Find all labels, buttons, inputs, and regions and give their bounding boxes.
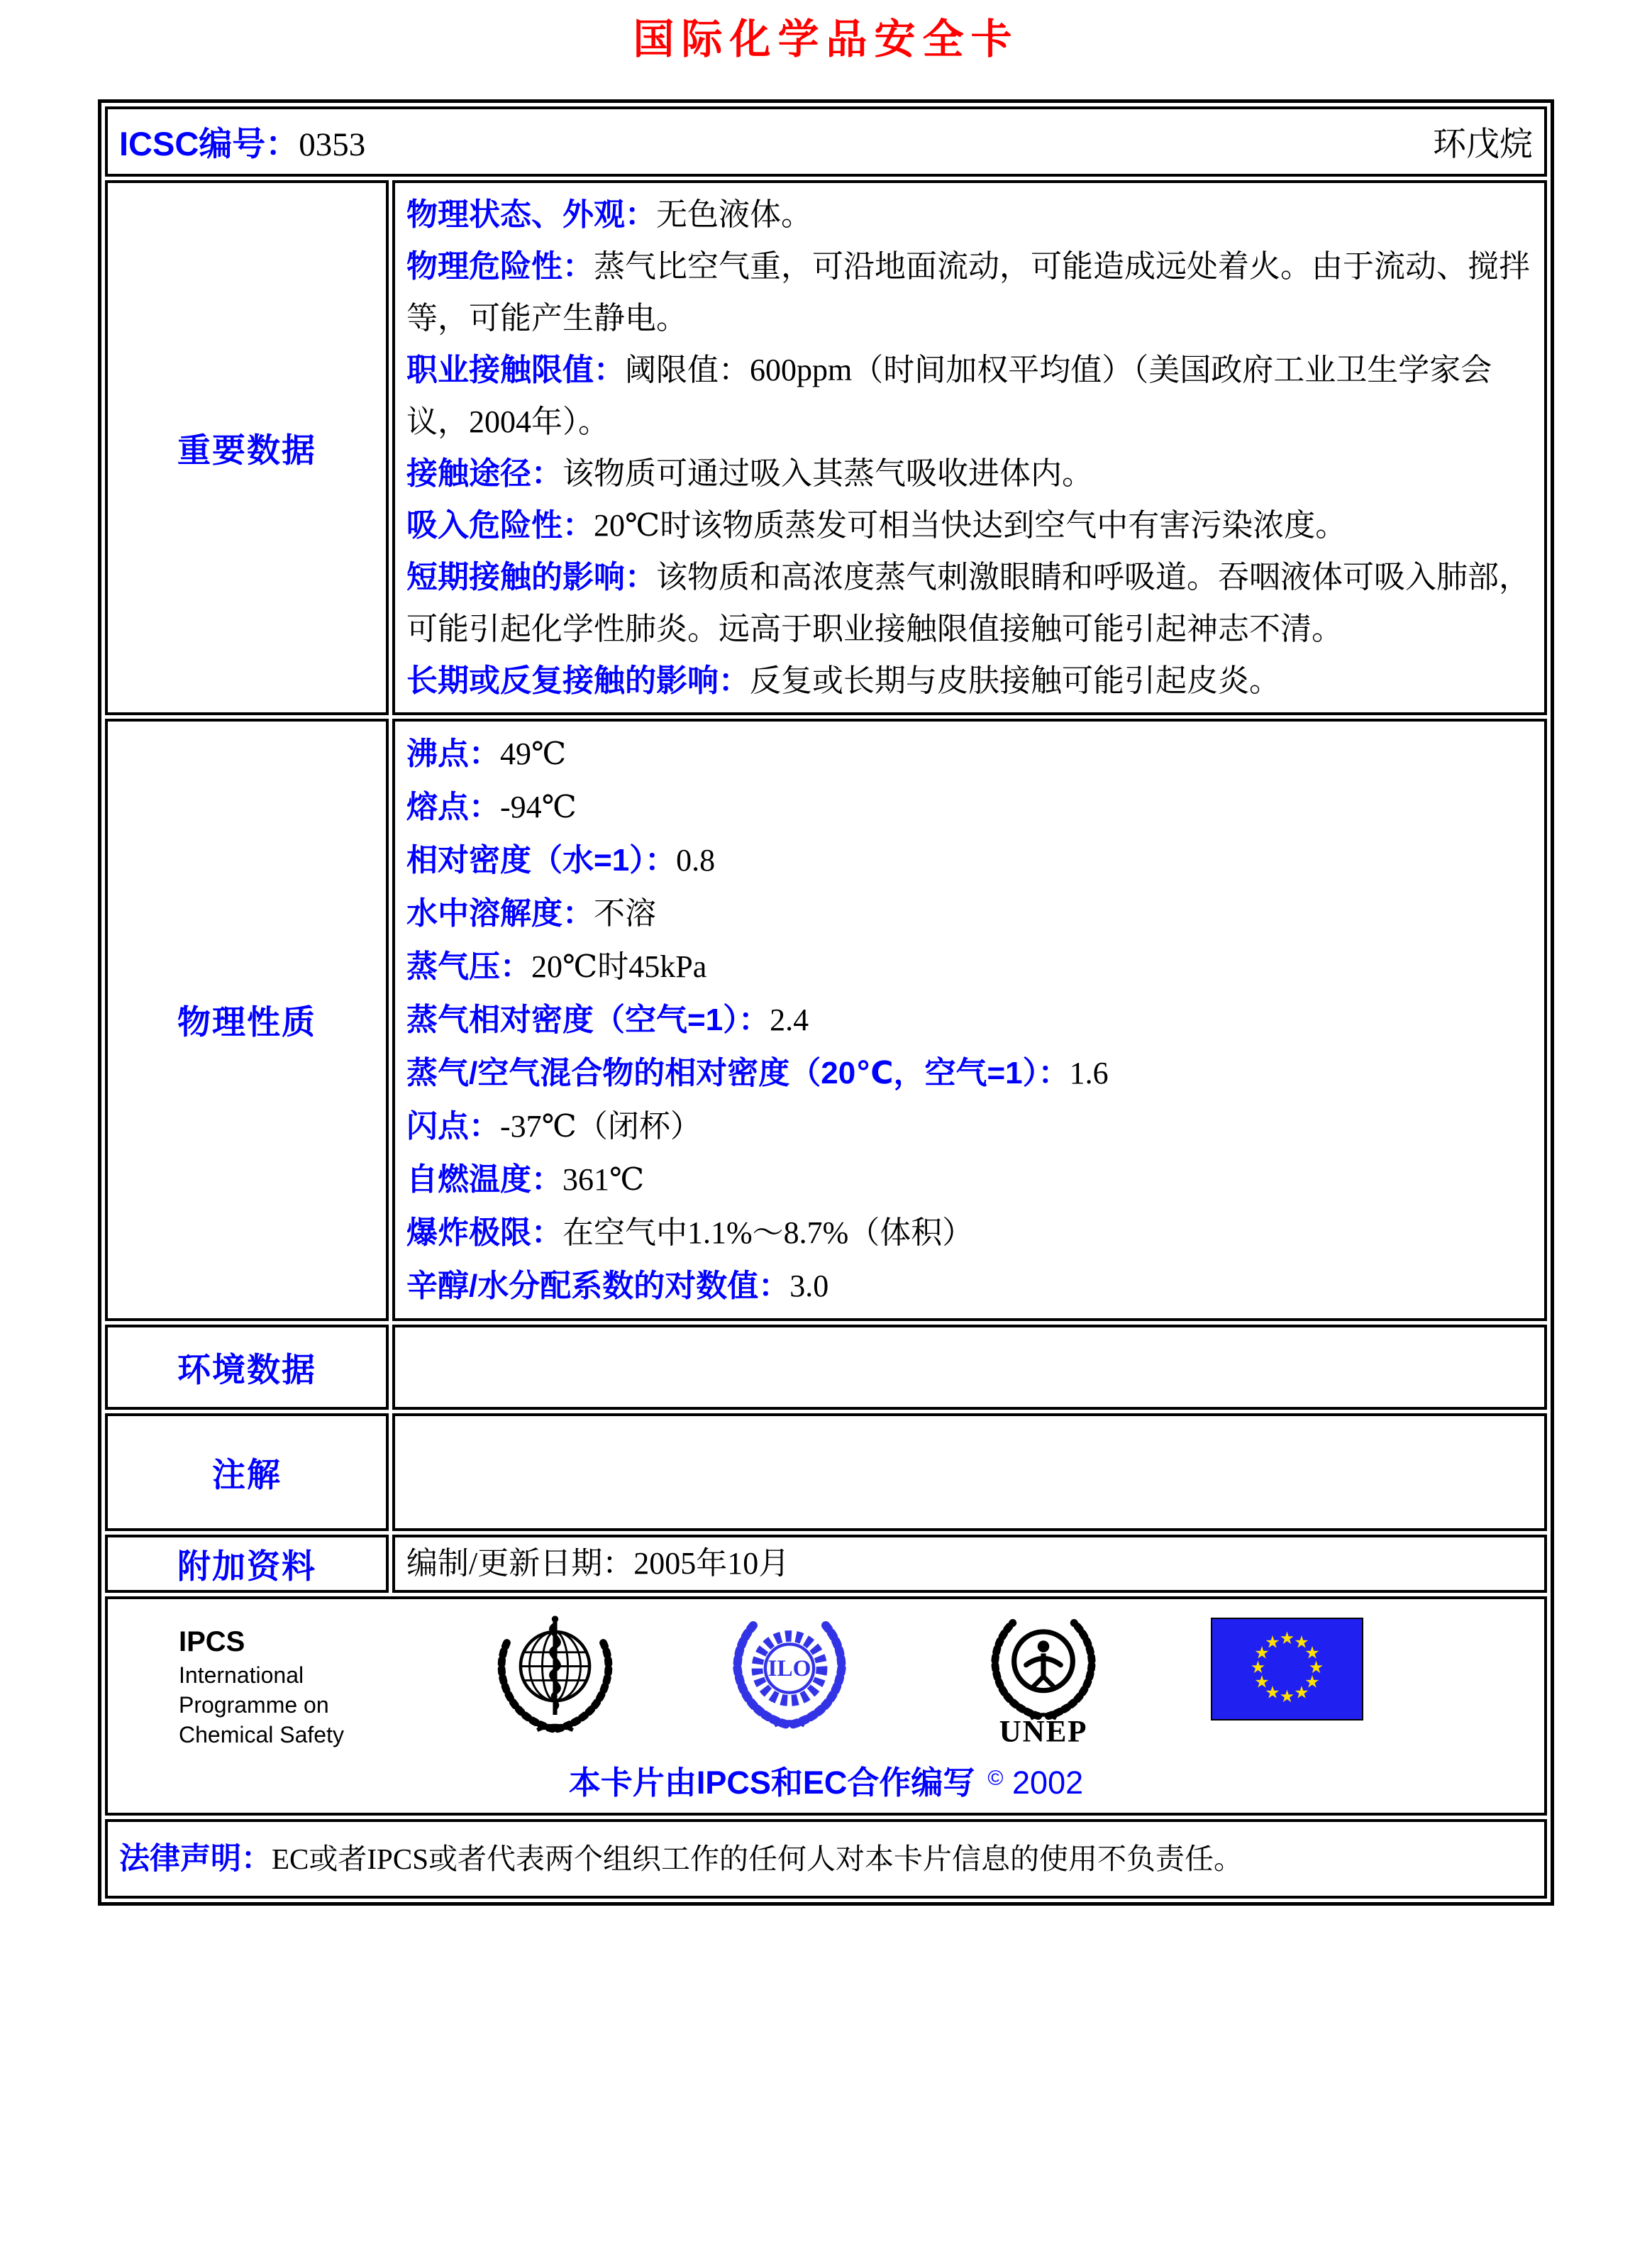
phys-relative-density [406,834,1533,887]
ipcs-text-block [179,1623,413,1750]
who-emblem-icon [489,1606,621,1738]
field-value: 阈限值：600ppm（时间加权平均值）（美国政府工业卫生学家会议，2004年）。 [406,353,1492,439]
notes-content [392,1413,1547,1531]
phys-vapor-pressure [406,940,1533,993]
field-label: 自燃温度： [406,1162,562,1197]
important-item-short-term-effects [406,551,1533,655]
important-item-exposure-route [406,448,1533,499]
svg-text:★: ★ [1294,1632,1309,1652]
ilo-letters: ILO [767,1655,811,1681]
important-item-physical-danger [406,241,1533,344]
field-label: 爆炸极限： [406,1215,562,1250]
environmental-data-content [392,1325,1547,1410]
phys-logp [406,1259,1533,1313]
field-value: 0.8 [676,843,716,878]
icsc-number-value: 0353 [299,126,366,163]
physical-properties-row [105,719,1547,1321]
legal-text: EC或者IPCS或者代表两个组织工作的任何人对本卡片信息的使用不负责任。 [272,1843,1243,1875]
phys-autoignition-temp [406,1153,1533,1206]
svg-text:★: ★ [1250,1657,1266,1677]
important-item-physical-state [406,189,1533,241]
section-label-additional-info: 附加资料 [105,1535,389,1593]
phys-water-solubility [406,887,1533,940]
svg-text:★: ★ [1254,1672,1270,1692]
field-label: 蒸气相对密度（空气=1）： [406,1003,770,1037]
field-label: 物理状态、外观： [406,197,656,232]
ipcs-acronym: IPCS [179,1626,245,1657]
logos-cell [105,1596,1547,1816]
eu-flag-icon [1211,1618,1363,1724]
field-value: 反复或长期与皮肤接触可能引起皮炎。 [750,663,1280,698]
icsc-header-cell [105,106,1547,177]
field-label: 吸入危险性： [406,508,594,543]
logos-row [105,1596,1547,1816]
ipcs-name-line3: Chemical Safety [179,1722,344,1747]
phys-melting-point [406,780,1533,834]
field-value: 361℃ [562,1162,645,1197]
chemical-name: 环戊烷 [1433,126,1533,163]
svg-text:★: ★ [1265,1682,1280,1703]
field-value: 20℃时45kPa [531,949,707,984]
field-value: 49℃ [500,736,567,771]
svg-text:★: ★ [1254,1642,1270,1663]
legal-cell [105,1819,1547,1899]
icsc-number-group [119,118,365,165]
ilo-emblem-icon [726,1606,853,1734]
legal-row [105,1819,1547,1899]
field-value: -94℃ [500,790,577,824]
field-label: 沸点： [406,736,500,771]
page-title: 国际化学品安全卡 [633,16,1019,62]
svg-text:★: ★ [1304,1672,1320,1692]
field-value: 不溶 [594,896,656,931]
field-value: 2.4 [770,1003,809,1037]
phys-explosive-limits [406,1206,1533,1259]
svg-text:★: ★ [1279,1628,1295,1648]
field-value: 20℃时该物质蒸发可相当快达到空气中有害污染浓度。 [594,508,1347,543]
unep-letters: UNEP [999,1715,1088,1749]
phys-vapor-density [406,993,1533,1046]
field-value: 蒸气比空气重，可沿地面流动，可能造成远处着火。由于流动、搅拌等，可能产生静电。 [406,249,1530,336]
icsc-card [98,99,1554,1906]
important-data-row [105,180,1547,715]
svg-text:★: ★ [1304,1642,1320,1663]
unep-emblem-icon [980,1606,1107,1755]
field-value: 1.6 [1069,1056,1109,1090]
ipcs-name-line2: Programme on [179,1692,329,1718]
important-item-long-term-effects [406,655,1533,707]
environmental-data-row [105,1325,1547,1410]
important-item-inhalation-risk [406,499,1533,551]
field-value: 该物质可通过吸入其蒸气吸收进体内。 [562,456,1093,491]
section-label-physical-properties: 物理性质 [105,719,389,1321]
field-label: 物理危险性： [406,249,594,284]
svg-text:★: ★ [1294,1682,1309,1703]
important-item-exposure-limit [406,344,1533,448]
copyright [987,1764,1083,1801]
field-value: 无色液体。 [656,197,812,232]
svg-text:★: ★ [1279,1686,1295,1706]
field-label: 蒸气压： [406,949,531,984]
field-value: -37℃（闭杯） [500,1109,702,1144]
phys-flash-point [406,1100,1533,1153]
legal-label: 法律声明： [119,1842,272,1876]
additional-info-row [105,1535,1547,1593]
field-label: 熔点： [406,790,500,824]
additional-info-content: 编制/更新日期：2005年10月 [392,1535,1547,1593]
field-value: 该物质和高浓度蒸气刺激眼睛和呼吸道。吞咽液体可吸入肺部，可能引起化学性肺炎。远高于职业接触限值接触可能引起神志不清。 [406,560,1530,646]
section-label-notes: 注解 [105,1413,389,1531]
section-label-environmental-data: 环境数据 [105,1325,389,1410]
caption-text: 本卡片由IPCS和EC合作编写 [568,1764,975,1801]
field-value: 3.0 [789,1269,829,1303]
footer-caption [119,1757,1533,1803]
field-label: 辛醇/水分配系数的对数值： [406,1269,790,1303]
phys-boiling-point [406,727,1533,780]
field-label: 职业接触限值： [406,353,625,387]
phys-vapor-air-density [406,1046,1533,1100]
field-label: 水中溶解度： [406,896,594,931]
svg-text:★: ★ [1265,1632,1280,1652]
notes-row [105,1413,1547,1531]
field-label: 蒸气/空气混合物的相对密度（20℃，空气=1）： [406,1056,1070,1090]
field-value: 在空气中1.1%～8.7%（体积） [562,1215,974,1250]
physical-properties-content [392,719,1547,1321]
important-data-content [392,180,1547,715]
field-label: 接触途径： [406,456,562,491]
svg-text:★: ★ [1308,1657,1324,1677]
icsc-number-label: ICSC编号： [119,125,299,162]
field-label: 短期接触的影响： [406,560,656,595]
field-label: 长期或反复接触的影响： [406,663,750,698]
section-label-important-data: 重要数据 [105,180,389,715]
logo-strip [119,1606,1533,1755]
icsc-header-row [105,106,1547,177]
copyright-year: 2002 [1012,1764,1084,1801]
copyright-symbol: © [987,1767,1004,1790]
field-label: 闪点： [406,1109,500,1144]
field-label: 相对密度（水=1）： [406,843,677,878]
ipcs-name-line1: International [179,1662,304,1688]
